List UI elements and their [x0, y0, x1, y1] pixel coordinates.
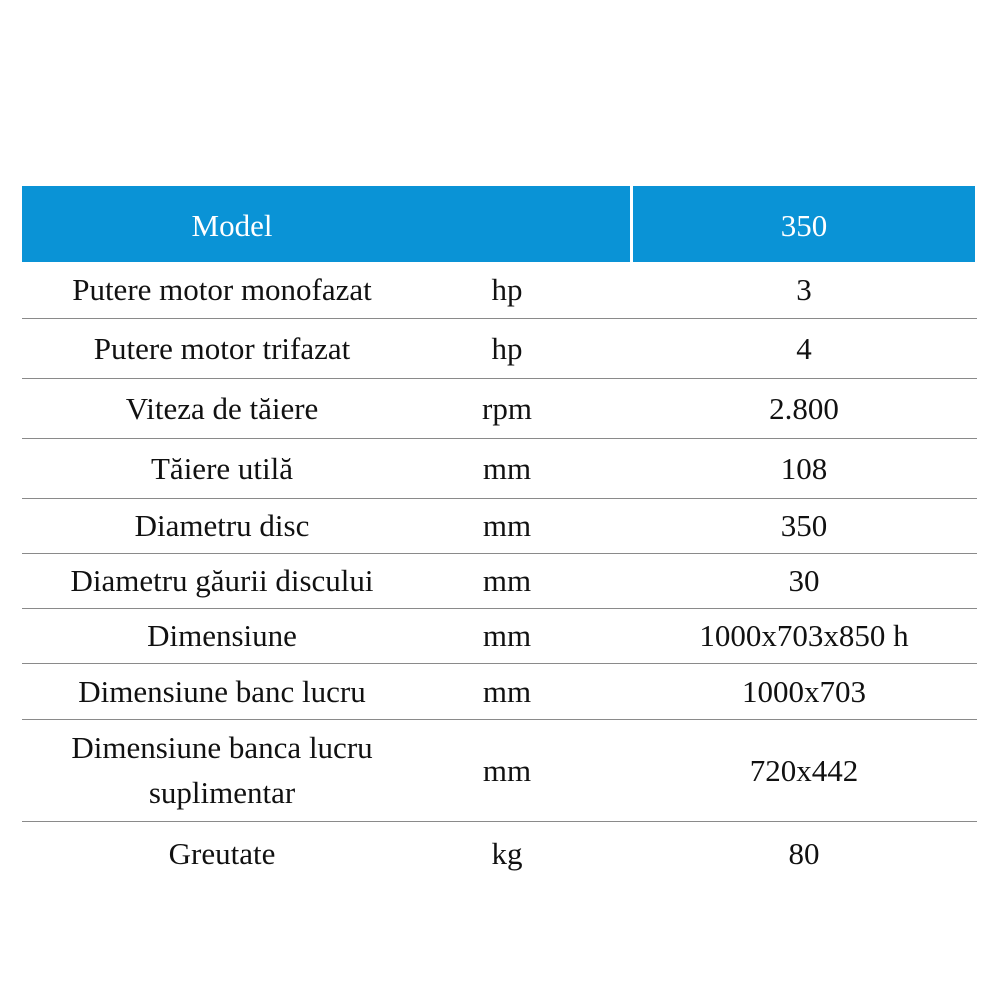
parameter-value: 3 [796, 272, 812, 308]
parameter-unit: mm [482, 508, 532, 544]
parameter-name: Dimensiune banc lucru [78, 673, 366, 709]
parameter-value: 4 [796, 330, 812, 366]
parameter-value: 80 [788, 835, 820, 871]
parameter-name: Greutate [168, 835, 276, 871]
parameter-unit: mm [482, 673, 532, 709]
parameter-unit: mm [482, 618, 532, 654]
parameter-value: 2.800 [769, 390, 839, 426]
parameter-name: Putere motor trifazat [93, 330, 351, 366]
parameter-value: 108 [780, 450, 828, 486]
parameter-unit: hp [491, 272, 523, 308]
parameter-value: 1000x703 [742, 673, 866, 709]
table-row [22, 720, 975, 822]
parameter-value: 720x442 [749, 752, 859, 788]
parameter-name: Diametru disc [134, 508, 310, 544]
table-row [22, 439, 975, 499]
parameter-name-line: Dimensiune banca lucru [71, 730, 373, 766]
header-model-value: 350 [780, 208, 828, 243]
table-row [22, 609, 975, 664]
table-header [22, 186, 975, 262]
parameter-value: 1000x703x850 h [699, 618, 909, 654]
parameter-unit: hp [491, 330, 523, 366]
parameter-unit: kg [491, 835, 523, 871]
parameter-name: Tăiere utilă [151, 450, 293, 486]
table-row [22, 379, 975, 439]
parameter-name: Diametru găurii discului [70, 563, 374, 599]
parameter-value: 350 [780, 508, 828, 544]
parameter-unit: mm [482, 563, 532, 599]
table-row [22, 822, 975, 886]
parameter-unit: mm [482, 450, 532, 486]
table-row [22, 499, 975, 554]
parameter-value: 30 [788, 563, 820, 599]
parameter-name-line: suplimentar [148, 775, 296, 810]
table-row [22, 262, 975, 319]
parameter-name: Putere motor monofazat [72, 272, 372, 308]
parameter-name [22, 720, 422, 822]
table-row [22, 319, 975, 379]
header-model-label: Model [191, 208, 273, 243]
parameter-unit: mm [482, 752, 532, 788]
table-row [22, 554, 975, 609]
parameter-name: Dimensiune [147, 618, 297, 654]
table-row [22, 664, 975, 720]
parameter-unit: rpm [482, 390, 532, 426]
parameter-name: Viteza de tăiere [125, 390, 319, 426]
